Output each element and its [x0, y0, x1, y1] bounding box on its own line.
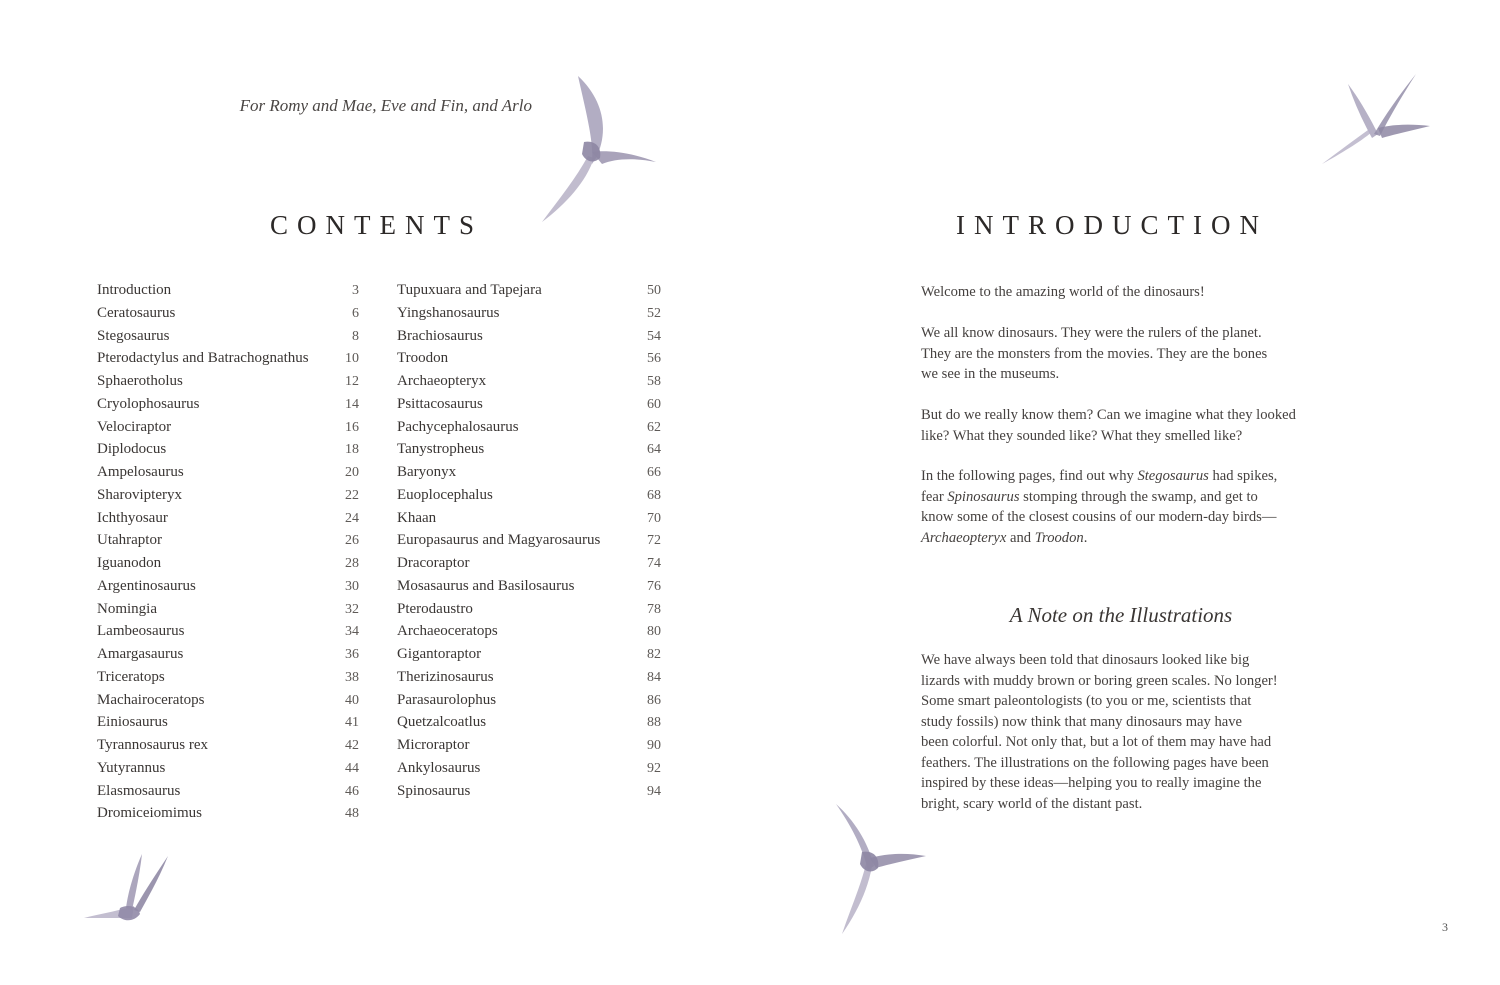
intro-paragraph-2 — [921, 323, 1321, 385]
text-line: They are the monsters from the movies. They are the bones — [921, 345, 1268, 362]
illustrations-note-heading: A Note on the Illustrations — [1009, 603, 1233, 627]
text-line: In the following pages, find out why Stegosaurus had spikes, — [921, 468, 1278, 484]
toc-entry-page: 58 — [647, 374, 661, 389]
toc-entry-page: 70 — [647, 510, 661, 526]
text-line: inspired by these ideas—helping you to really imagine the — [921, 775, 1262, 791]
toc-entry — [397, 555, 661, 578]
toc-entry-page: 78 — [647, 601, 661, 617]
species-stegosaurus: Stegosaurus — [1137, 468, 1209, 484]
toc-entry-title: Argentinosaurus — [97, 577, 196, 594]
toc-entry — [397, 282, 661, 305]
toc-entry-title: Einiosaurus — [97, 714, 168, 731]
toc-entry-page: 82 — [647, 647, 661, 662]
toc-entry-page: 12 — [345, 374, 359, 389]
toc-entry-title: Troodon — [397, 350, 449, 367]
pterosaur-illustration-top-right — [1320, 72, 1432, 167]
toc-entry — [397, 783, 661, 806]
toc-entry-page: 84 — [647, 669, 661, 685]
text-line: lizards with muddy brown or boring green scales. No longer! — [921, 672, 1278, 689]
toc-entry — [397, 623, 661, 646]
toc-entry-title: Ceratosaurus — [97, 304, 176, 321]
toc-entry-title: Sharovipteryx — [97, 486, 182, 503]
toc-entry — [397, 350, 661, 373]
toc-entry-page: 44 — [345, 760, 359, 776]
toc-entry-page: 28 — [345, 556, 359, 571]
toc-entry-page: 30 — [345, 578, 359, 594]
toc-entry-page: 36 — [345, 647, 359, 662]
toc-entry-title: Diplodocus — [97, 441, 167, 458]
toc-entry-title: Amargasaurus — [97, 646, 184, 662]
toc-entry — [397, 396, 661, 419]
toc-entry — [97, 623, 359, 646]
toc-entry — [397, 510, 661, 533]
toc-entry-title: Triceratops — [97, 668, 165, 685]
toc-entry-page: 92 — [647, 760, 661, 776]
toc-entry-title: Spinosaurus — [397, 782, 471, 799]
toc-entry — [397, 760, 661, 783]
toc-entry — [397, 532, 661, 555]
toc-entry-title: Nomingia — [97, 600, 157, 617]
toc-entry — [97, 441, 359, 464]
toc-entry-page: 10 — [345, 351, 359, 367]
toc-entry — [397, 737, 661, 760]
text-line: Welcome to the amazing world of the dinosaurs! — [921, 284, 1205, 300]
toc-entry — [97, 419, 359, 442]
text-line: Archaeopteryx and Troodon. — [921, 529, 1088, 546]
toc-entry-page: 46 — [345, 783, 359, 799]
toc-entry — [397, 487, 661, 510]
illustrations-note-paragraph — [921, 650, 1321, 814]
toc-column-1 — [97, 282, 359, 828]
toc-entry-page: 64 — [647, 442, 661, 458]
toc-entry-page: 32 — [345, 601, 359, 617]
toc-entry-page: 62 — [647, 419, 661, 435]
toc-entry-title: Yutyrannus — [97, 759, 166, 776]
toc-entry-page: 40 — [345, 692, 359, 708]
toc-entry-page: 42 — [345, 738, 359, 753]
contents-heading: CONTENTS — [270, 210, 483, 240]
text-line: been colorful. Not only that, but a lot of them may have had — [921, 734, 1272, 750]
toc-entry-title: Velociraptor — [97, 418, 172, 435]
toc-entry — [97, 646, 359, 669]
pterosaur-illustration-bottom-left — [82, 852, 174, 930]
toc-entry — [397, 646, 661, 669]
toc-entry-page: 54 — [647, 328, 661, 344]
toc-entry-title: Therizinosaurus — [397, 668, 494, 685]
text-line: feathers. The illustrations on the following pages have been — [921, 754, 1269, 771]
toc-entry — [97, 783, 359, 806]
pterosaur-illustration-bottom-center — [834, 800, 930, 938]
toc-entry-title: Sphaerotholus — [97, 373, 183, 389]
dedication: For Romy and Mae, Eve and Fin, and Arlo — [239, 96, 532, 115]
toc-entry-page: 41 — [345, 715, 359, 731]
toc-entry-title: Ichthyosaur — [97, 509, 168, 526]
intro-paragraph-1 — [921, 282, 1321, 303]
species-spinosaurus: Spinosaurus — [947, 488, 1020, 505]
toc-entry — [97, 282, 359, 305]
toc-entry-page: 38 — [345, 669, 359, 685]
toc-entry-title: Utahraptor — [97, 532, 162, 549]
toc-entry-title: Iguanodon — [97, 555, 162, 571]
toc-entry-page: 56 — [647, 351, 661, 367]
toc-entry-title: Archaeoceratops — [397, 623, 498, 640]
toc-entry — [397, 441, 661, 464]
page-number: 3 — [1442, 920, 1448, 934]
toc-entry-title: Cryolophosaurus — [97, 395, 200, 412]
toc-entry-title: Gigantoraptor — [397, 646, 482, 662]
toc-entry-page: 50 — [647, 283, 661, 298]
toc-entry — [97, 373, 359, 396]
toc-entry — [97, 805, 359, 828]
text-line: Some smart paleontologists (to you or me, scientists that — [921, 693, 1252, 709]
toc-entry — [397, 669, 661, 692]
introduction-heading: INTRODUCTION — [956, 210, 1268, 240]
text-line: But do we really know them? Can we imagine what they looked — [921, 407, 1296, 423]
text-line: we see in the museums. — [921, 366, 1060, 382]
toc-entry — [97, 714, 359, 737]
intro-paragraph-3 — [921, 405, 1321, 446]
text-line: bright, scary world of the distant past. — [921, 795, 1143, 812]
toc-entry-page: 76 — [647, 578, 661, 594]
toc-entry-title: Baryonyx — [397, 464, 457, 480]
toc-entry-page: 34 — [345, 624, 359, 640]
toc-entry-title: Dracoraptor — [397, 555, 470, 571]
text-line: We all know dinosaurs. They were the rulers of the planet. — [921, 325, 1262, 341]
toc-entry-title: Elasmosaurus — [97, 782, 181, 799]
toc-entry-page: 72 — [647, 533, 661, 549]
toc-entry-title: Microraptor — [397, 737, 470, 753]
toc-entry — [397, 601, 661, 624]
toc-entry-title: Europasaurus and Magyarosaurus — [397, 532, 601, 549]
toc-entry — [97, 760, 359, 783]
toc-entry-page: 8 — [352, 328, 359, 344]
toc-entry-title: Ampelosaurus — [97, 464, 184, 480]
toc-entry — [397, 419, 661, 442]
pterosaur-illustration-top-left — [536, 72, 666, 227]
toc-entry — [97, 350, 359, 373]
toc-entry-title: Khaan — [397, 509, 437, 526]
toc-entry — [97, 692, 359, 715]
species-archaeopteryx: Archaeopteryx — [921, 529, 1007, 546]
toc-entry-page: 48 — [345, 806, 359, 822]
text-line: fear Spinosaurus stomping through the swamp, and get to — [921, 488, 1258, 505]
toc-entry-title: Pachycephalosaurus — [397, 418, 519, 435]
toc-entry-page: 80 — [647, 624, 661, 640]
toc-entry — [397, 305, 661, 328]
toc-entry — [397, 464, 661, 487]
toc-entry-title: Stegosaurus — [97, 327, 170, 344]
toc-entry — [97, 396, 359, 419]
toc-entry-title: Pterodactylus and Batrachognathus — [97, 350, 309, 367]
toc-entry-title: Introduction — [97, 282, 172, 298]
toc-entry-title: Psittacosaurus — [397, 395, 483, 412]
text-line: know some of the closest cousins of our modern-day birds— — [921, 509, 1277, 525]
toc-column-2 — [397, 282, 661, 805]
toc-entry-page: 24 — [345, 510, 359, 526]
toc-entry — [97, 464, 359, 487]
toc-entry-title: Ankylosaurus — [397, 759, 481, 776]
toc-entry-page: 66 — [647, 465, 661, 480]
toc-entry-page: 18 — [345, 442, 359, 458]
toc-entry — [397, 328, 661, 351]
toc-entry-page: 6 — [352, 305, 359, 321]
toc-entry — [97, 737, 359, 760]
toc-entry-title: Mosasaurus and Basilosaurus — [397, 577, 575, 594]
toc-entry-page: 86 — [647, 692, 661, 708]
toc-entry — [397, 578, 661, 601]
toc-entry-page: 88 — [647, 715, 661, 731]
toc-entry-page: 60 — [647, 396, 661, 412]
toc-entry — [97, 601, 359, 624]
toc-entry-page: 20 — [345, 465, 359, 480]
toc-entry — [97, 305, 359, 328]
text-line: study fossils) now think that many dinosaurs may have — [921, 713, 1243, 730]
toc-entry-title: Dromiceiomimus — [97, 805, 202, 822]
toc-entry-title: Pterodaustro — [397, 600, 473, 617]
toc-entry — [397, 714, 661, 737]
toc-entry-title: Quetzalcoatlus — [397, 714, 487, 731]
toc-entry-title: Tanystropheus — [397, 441, 485, 458]
toc-entry-title: Lambeosaurus — [97, 623, 185, 640]
toc-entry-page: 74 — [647, 556, 661, 571]
toc-entry — [97, 510, 359, 533]
toc-entry — [97, 487, 359, 510]
toc-entry — [97, 328, 359, 351]
toc-entry-title: Tyrannosaurus rex — [97, 737, 208, 753]
text-line: We have always been told that dinosaurs looked like big — [921, 652, 1250, 668]
toc-entry-page: 14 — [345, 396, 359, 412]
toc-entry — [397, 692, 661, 715]
toc-entry — [97, 555, 359, 578]
toc-entry-page: 68 — [647, 487, 661, 503]
toc-entry-page: 22 — [345, 487, 359, 503]
toc-entry-page: 3 — [352, 283, 359, 298]
toc-entry-page: 26 — [345, 533, 359, 549]
toc-entry-title: Archaeopteryx — [397, 373, 487, 389]
toc-entry — [97, 578, 359, 601]
toc-entry-title: Yingshanosaurus — [397, 304, 500, 321]
toc-entry — [97, 669, 359, 692]
toc-entry-page: 52 — [647, 305, 661, 321]
toc-entry — [397, 373, 661, 396]
text-line: like? What they sounded like? What they smelled like? — [921, 427, 1243, 444]
toc-entry-title: Brachiosaurus — [397, 327, 483, 344]
toc-entry-title: Machairoceratops — [97, 691, 205, 708]
toc-entry-title: Tupuxuara and Tapejara — [397, 282, 542, 298]
toc-entry-page: 16 — [345, 419, 359, 435]
species-troodon: Troodon — [1034, 529, 1084, 546]
toc-entry-page: 94 — [647, 783, 661, 799]
intro-paragraph-4 — [921, 466, 1321, 548]
toc-entry-title: Parasaurolophus — [397, 691, 497, 708]
toc-entry-page: 90 — [647, 738, 661, 753]
toc-entry — [97, 532, 359, 555]
toc-entry-title: Euoplocephalus — [397, 486, 493, 503]
